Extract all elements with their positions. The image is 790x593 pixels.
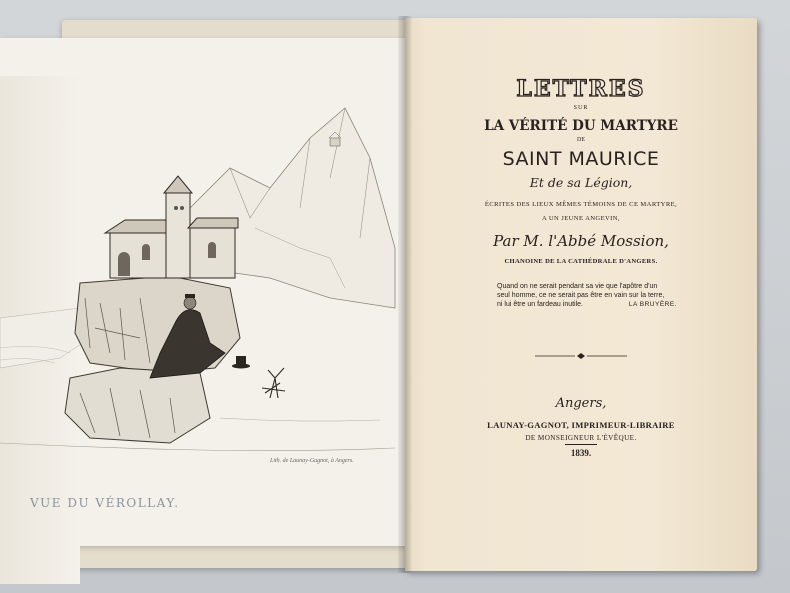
- title-de: DE: [577, 137, 585, 143]
- frontispiece-page: [0, 38, 405, 546]
- imprint-printer: LAUNAY-GAGNOT, IMPRIMEUR-LIBRAIRE: [487, 420, 675, 430]
- title-saint-maurice: SAINT MAURICE: [502, 148, 660, 170]
- title-legion: Et de sa Légion,: [529, 175, 633, 190]
- chapel-illustration: [0, 98, 400, 468]
- epigraph-line-3: ni lui être un fardeau inutile.: [497, 301, 583, 308]
- subtitle-ecrites: ÉCRITES DES LIEUX MÊMES TÉMOINS DE CE MARTYRE,: [484, 201, 678, 208]
- author-line: Par M. l'Abbé Mossion,: [493, 232, 669, 250]
- artist-credit: Lith. de Launay-Gagnot, à Angers.: [270, 458, 354, 464]
- ornament-rule: [535, 353, 627, 359]
- imprint-city: Angers,: [555, 396, 607, 411]
- imprint-year: 1839.: [570, 448, 592, 458]
- subtitle-angevin: A UN JEUNE ANGEVIN,: [542, 215, 620, 222]
- title-lettres: LETTRES: [516, 76, 646, 102]
- title-page: [405, 18, 757, 571]
- epigraph-author: LA BRUYÈRE.: [628, 301, 677, 308]
- book-spine: [398, 16, 412, 573]
- title-sur: SUR: [573, 105, 589, 111]
- imprint-monseigneur: DE MONSEIGNEUR L'ÉVÊQUE.: [525, 434, 637, 442]
- plate-caption: VUE DU VÉROLLAY.: [30, 496, 180, 510]
- author-title: CHANOINE DE LA CATHÉDRALE D'ANGERS.: [504, 258, 658, 265]
- epigraph-line-2: seul homme, ce ne serait pas être en vain sur la terre,: [497, 292, 665, 299]
- epigraph: [497, 282, 677, 309]
- epigraph-line-1: Quand on ne serait pendant sa vie que l'apôtre d'un: [497, 283, 658, 290]
- year-rule: [565, 444, 597, 445]
- title-verite: LA VÉRITÉ DU MARTYRE: [484, 118, 678, 134]
